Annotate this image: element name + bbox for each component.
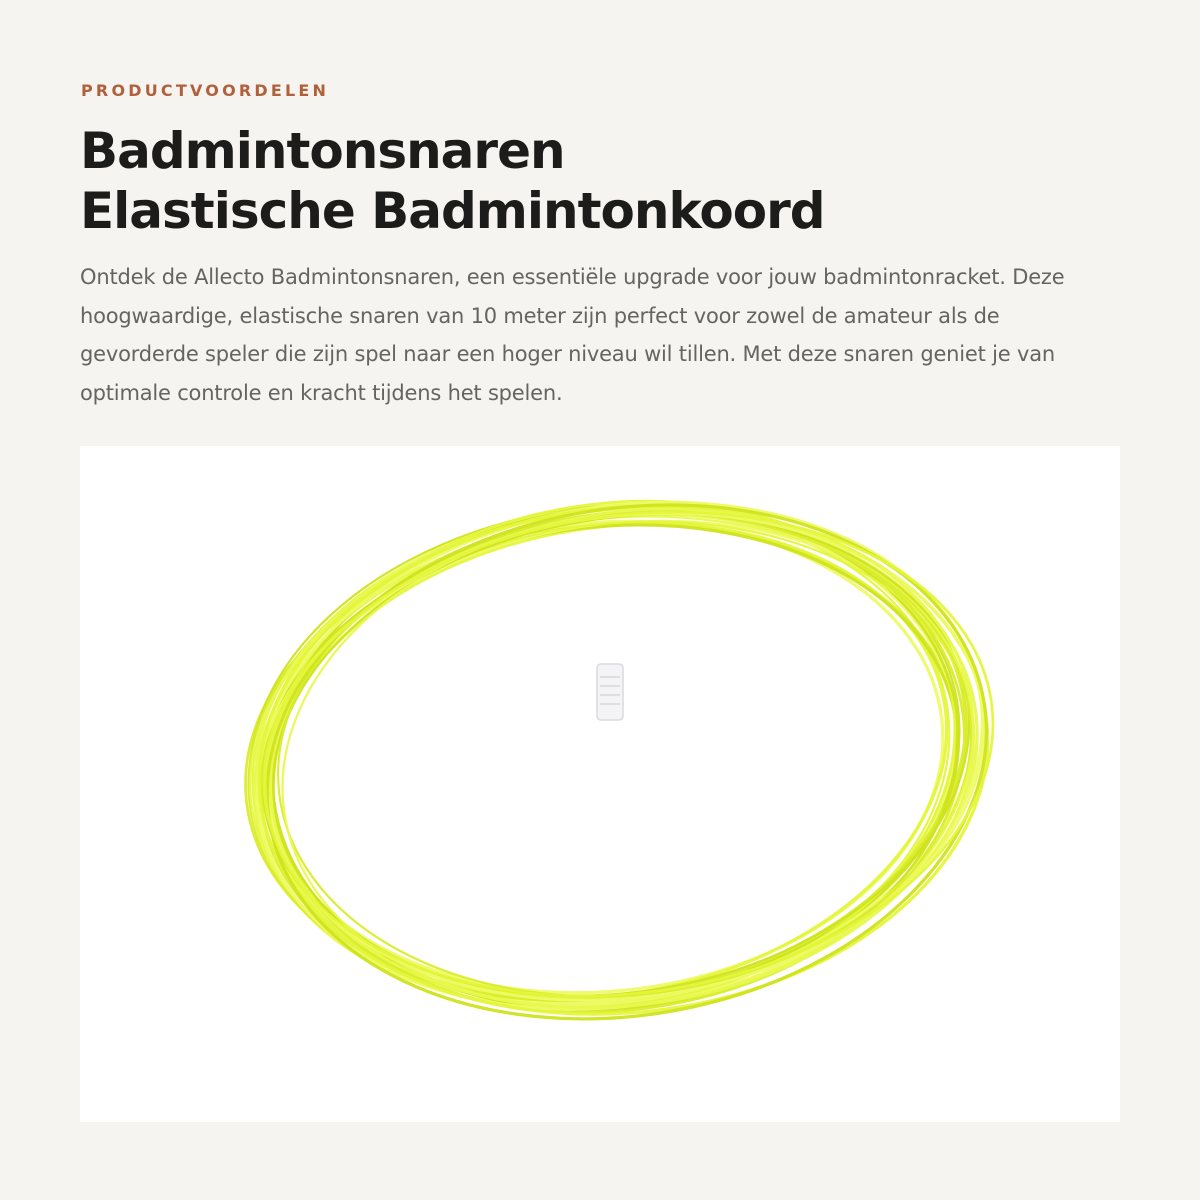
coil-loop <box>238 464 999 1058</box>
coil-loop <box>235 468 1016 1045</box>
coil-loop <box>243 457 1012 1059</box>
product-description: Ontdek de Allecto Badmintonsnaren, een essentiële upgrade voor jouw badmintonracket. Deze hoogwaardige, elastische snaren van 10 meter zijn perfect voor zowel de amateur als de gevorderde speler die zijn spel naar een hoger niveau wil tillen. Met deze snaren geniet je van optimale controle en kracht tijdens het spelen. <box>80 265 1065 405</box>
coil-loop <box>236 464 1006 1047</box>
coil-loop <box>221 471 1007 1053</box>
coil-loop <box>217 462 995 1058</box>
coil-loop <box>222 460 1005 1054</box>
coil-loop <box>217 447 1023 1064</box>
coil-loop <box>239 472 1005 1051</box>
title-line-1: Badmintonsnaren <box>80 122 565 180</box>
string-tag <box>597 664 623 720</box>
coil-loop <box>232 473 1002 1035</box>
coil-loop <box>233 470 1014 1050</box>
product-image <box>80 446 1120 1122</box>
coil-loop <box>227 451 1026 1072</box>
coil-loop <box>214 460 1002 1051</box>
coil-loop <box>218 461 991 1047</box>
page-title <box>80 121 825 241</box>
coil-loop <box>232 465 1025 1042</box>
coiled-string-icon <box>80 446 1120 1122</box>
product-benefits-section <box>80 0 1120 1200</box>
title-line-2: Elastische Badmintonkoord <box>80 182 825 240</box>
coil-loop <box>232 453 992 1056</box>
section-eyebrow: PRODUCTVOORDELEN <box>81 81 330 100</box>
